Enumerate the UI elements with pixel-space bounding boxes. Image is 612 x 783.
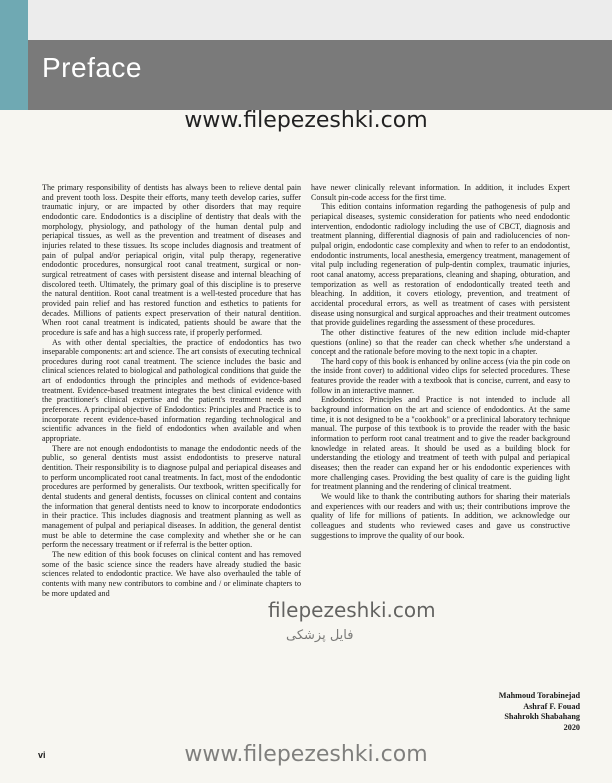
paragraph: The other distinctive features of the new edition include mid-chapter questions (online) so that the reader can check whether s/he understand a concept and the rationale before moving to the next topic in a chapter.: [311, 327, 570, 357]
paragraph: This edition contains information regarding the pathogenesis of pulp and periapical diseases, systemic consideration for patients who need endodontic intervention, endodontic radiology including the use of CBCT, diagnosis and treatment planning, differential diagnosis of pain and radiolucencies of non-pulpal origin, endodontic case complexity and when to refer to an endodontist, endodontic instruments, local anesthesia, emergency treatment, management of vital pulp including regeneration of pulp-dentin complex, traumatic injuries, root canal anatomy, access preparations, cleaning and shaping, obturation, and temporization as well as restoration of endodontically treated teeth and bleaching. In addition, it covers etiology, prevention, and treatment of accidental procedural errors, as well as treatment of cases with persistent disease using nonsurgical and surgical approaches and their treatment outcomes that provide guidelines regarding the assessment of these procedures.: [311, 202, 570, 328]
page-number: vi: [38, 750, 46, 760]
paragraph: As with other dental specialties, the practice of endodontics has two inseparable components: art and science. The art consists of executing technical procedures during root canal treatment. The science includes the basic and clinical sciences related to biological and pathological conditions that guide the art of endodontics through the principles and methods of evidence-based treatment. Evidence-based treatment integrates the best clinical evidence with the practitioner's clinical expertise and the patient's treatment needs and preferences. A principal objective of Endodontics: Principles and Practice is to incorporate recent evidence-based information regarding technological and scientific advances in the field of endodontics when available and when appropriate.: [42, 337, 301, 444]
right-column: [311, 183, 570, 540]
left-column: [42, 183, 301, 598]
watermark-url-top: www.filepezeshki.com: [184, 108, 428, 133]
paragraph: have newer clinically relevant information. In addition, it includes Expert Consult pin-code access for the first time.: [311, 183, 570, 202]
paragraph: Endodontics: Principles and Practice is not intended to include all background information on the art and science of endodontics. At the same time, it is not designed to be a "cookbook" or a preclinical laboratory technique manual. The purpose of this textbook is to provide the reader with the basic information to perform root canal treatment and to give the reader background knowledge in related areas. It should be used as a building block for understanding the etiology and treatment of teeth with pulpal and periapical diseases; then the reader can expand her or his endodontic experiences with more challenging cases. Providing the best quality of care is the guiding light for treatment planning and the rendering of clinical treatment.: [311, 395, 570, 492]
watermark-logo-persian: فایل پزشکی: [286, 628, 354, 643]
paragraph: We would like to thank the contributing authors for sharing their materials and experiences with our readers and with us; their contributions improve the quality of life for millions of patients. In addition, we acknowledge our colleagues and students who reviewed cases and gave us constructive suggestions to improve the quality of our book.: [311, 492, 570, 540]
signature-block: [499, 691, 580, 733]
paragraph: The hard copy of this book is enhanced by online access (via the pin code on the inside front cover) to additional video clips for selected procedures. These features provide the reader with a textbook that is concise, current, and easy to follow in an interactive manner.: [311, 356, 570, 395]
author-name: Mahmoud Torabinejad: [498, 691, 580, 700]
paragraph: The primary responsibility of dentists has always been to relieve dental pain and prevent tooth loss. Despite their efforts, many teeth develop caries, suffer traumatic injury, or are impacted by other disorders that may require endodontic care. Endodontics is a discipline of dentistry that deals with the morphology, physiology, and pathology of the human dental pulp and periapical tissues, as well as the prevention and treatment of diseases and injuries related to these tissues. Its scope includes diagnosis and treatment of pain of pulpal and/or periapical origin, vital pulp therapy, regenerative endodontic procedures, nonsurgical root canal treatment, surgical or non-surgical retreatment of cases with persistent disease and internal bleaching of discolored teeth. Ultimately, the primary goal of this discipline is to preserve the natural dentition. Root canal treatment is a well-tested procedure that has provided pain relief and has restored function and esthetics to patients for decades. Millions of patients expect preservation of their natural dentition. When root canal treatment is indicated, patients should be aware that the procedure is safe and has a high success rate, if properly performed.: [42, 183, 301, 337]
signature-year: 2020: [563, 722, 580, 732]
author-name: Shahrokh Shabahang: [504, 712, 580, 721]
watermark-url-bottom: www.filepezeshki.com: [184, 742, 428, 767]
page-title: Preface: [42, 52, 142, 83]
paragraph: The new edition of this book focuses on clinical content and has removed some of the basic science since the readers have already studied the basic sciences related to endodontic practice. We have also overhauled the table of contents with many new contributors to combine and / or eliminate chapters to be more updated and: [42, 549, 301, 598]
teal-accent-strip: [0, 0, 28, 110]
watermark-logo-text: filepezeshki.com: [268, 598, 436, 622]
watermark-logo: [268, 598, 436, 658]
paragraph: There are not enough endodontists to manage the endodontic needs of the public, so general dentists must assist endodontists to preserve natural dentition. Their responsibility is to diagnose pulpal and periapical diseases and to perform uncomplicated root canal treatments. In fact, most of the endodontic procedures are performed by generalists. Our textbook, written specifically for dental students and general dentists, focusses on clinical content and contains the information that general dentists need to know to incorporate endodontics in their practice. This includes diagnosis and treatment planning as well as management of pulpal and periapical diseases. In addition, the general dentist must be able to determine the case complexity and whether she or he can perform the necessary treatment or if referral is the better option.: [42, 443, 301, 550]
header-top-band: [28, 0, 612, 40]
author-name: Ashraf F. Fouad: [523, 701, 580, 711]
